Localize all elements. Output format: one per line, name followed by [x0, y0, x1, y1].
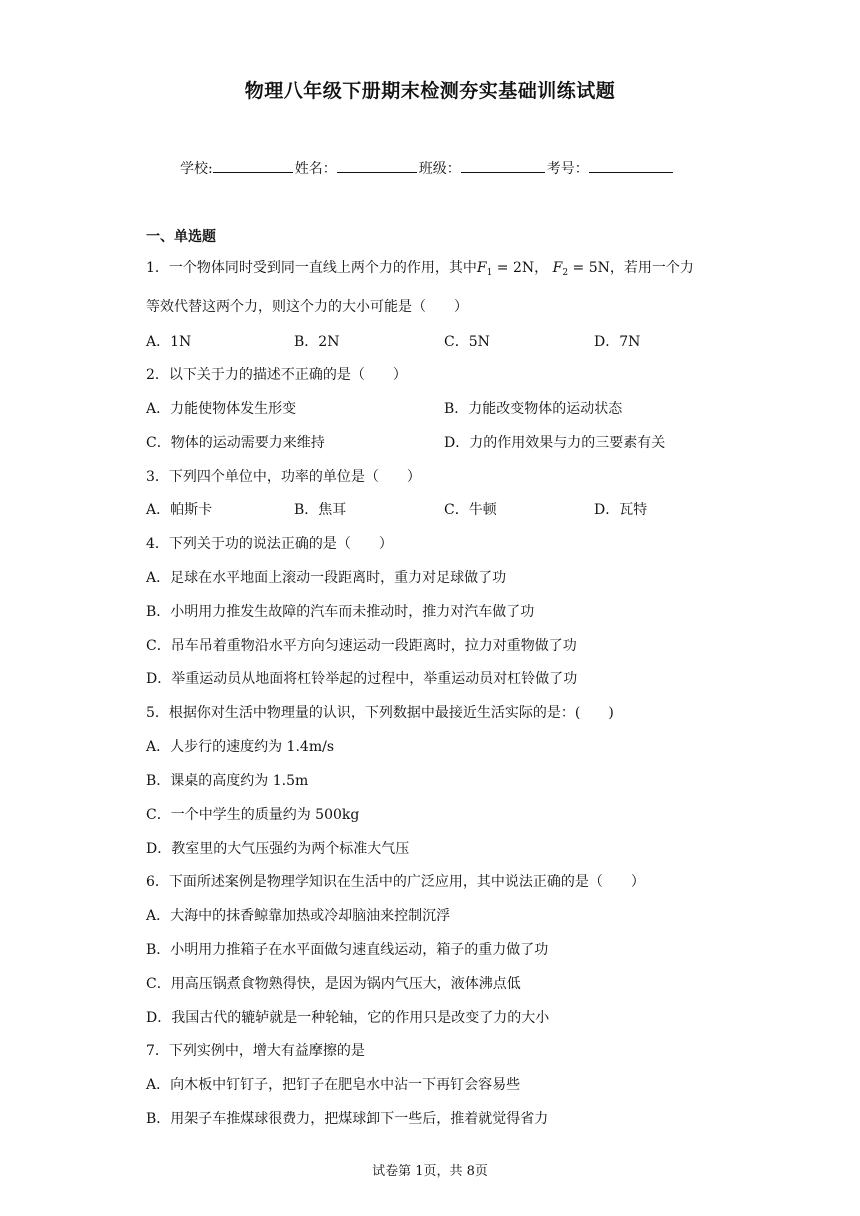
- f1-subscript: 1: [486, 268, 493, 278]
- q6-option-a[interactable]: A．大海中的抹香鲸靠加热或冷却脑油来控制沉浮: [146, 908, 451, 924]
- q5-option-d[interactable]: D．教室里的大气压强约为两个标准大气压: [146, 841, 410, 857]
- f1-symbol: F: [476, 260, 487, 276]
- school-blank[interactable]: [213, 158, 293, 173]
- f1-value: = 2N，: [492, 260, 549, 276]
- name-blank[interactable]: [337, 158, 417, 173]
- exam-no-blank[interactable]: [589, 158, 673, 173]
- exam-no-label: 考号：: [546, 161, 589, 177]
- class-label: 班级：: [418, 161, 461, 177]
- q7-option-b[interactable]: B．用架子车推煤球很费力，把煤球卸下一些后，推着就觉得省力: [146, 1111, 549, 1127]
- question-1-stem: [146, 258, 694, 283]
- question-6-stem: 6．下面所述案例是物理学知识在生活中的广泛应用，其中说法正确的是（ ）: [146, 874, 645, 890]
- q4-option-c[interactable]: C．吊车吊着重物沿水平方向匀速运动一段距离时，拉力对重物做了功: [146, 638, 577, 654]
- q4-option-b[interactable]: B．小明用力推发生故障的汽车而未推动时，推力对汽车做了功: [146, 604, 535, 620]
- q6-option-d[interactable]: D．我国古代的辘轳就是一种轮轴，它的作用只是改变了力的大小: [146, 1010, 550, 1026]
- f2-symbol: F: [552, 260, 563, 276]
- name-label: 姓名：: [294, 161, 337, 177]
- q4-option-d[interactable]: D．举重运动员从地面将杠铃举起的过程中，举重运动员对杠铃做了功: [146, 671, 578, 687]
- q3-option-a[interactable]: A．帕斯卡: [146, 502, 213, 518]
- q5-option-c[interactable]: C．一个中学生的质量约为 500kg: [146, 807, 360, 823]
- q7-option-a[interactable]: A．向木板中钉钉子，把钉子在肥皂水中沾一下再钉会容易些: [146, 1077, 521, 1093]
- f2-subscript: 2: [562, 268, 569, 278]
- q2-option-d[interactable]: D．力的作用效果与力的三要素有关: [444, 435, 666, 451]
- q1-option-b[interactable]: B．2N: [294, 334, 340, 350]
- q3-option-b[interactable]: B．焦耳: [294, 502, 347, 518]
- page-footer: 试卷第 1页，共 8页: [372, 1164, 488, 1179]
- q1-option-a[interactable]: A．1N: [146, 334, 192, 350]
- question-3-stem: 3．下列四个单位中，功率的单位是（ ）: [146, 469, 421, 485]
- q1-option-c[interactable]: C．5N: [444, 334, 490, 350]
- q4-option-a[interactable]: A．足球在水平地面上滚动一段距离时，重力对足球做了功: [146, 570, 507, 586]
- question-1-stem-line2: 等效代替这两个力，则这个力的大小可能是（ ）: [146, 299, 468, 315]
- q3-option-d[interactable]: D．瓦特: [594, 502, 648, 518]
- q5-option-b[interactable]: B．课桌的高度约为 1.5m: [146, 773, 309, 789]
- q2-option-b[interactable]: B．力能改变物体的运动状态: [444, 401, 623, 417]
- q3-option-c[interactable]: C．牛顿: [444, 502, 497, 518]
- section-heading: 一、单选题: [146, 229, 216, 245]
- question-4-stem: 4．下列关于功的说法正确的是（ ）: [146, 536, 393, 552]
- student-info-row: [180, 158, 675, 178]
- question-7-stem: 7．下列实例中，增大有益摩擦的是: [146, 1043, 365, 1059]
- f2-value: = 5N，若用一个力: [568, 260, 694, 276]
- page-title: 物理八年级下册期末检测夯实基础训练试题: [244, 80, 616, 102]
- q2-option-a[interactable]: A．力能使物体发生形变: [146, 401, 297, 417]
- q1-option-d[interactable]: D．7N: [594, 334, 641, 350]
- q1-text: 1．一个物体同时受到同一直线上两个力的作用，其中: [146, 260, 477, 276]
- q6-option-c[interactable]: C．用高压锅煮食物熟得快，是因为锅内气压大，液体沸点低: [146, 976, 521, 992]
- q2-option-c[interactable]: C．物体的运动需要力来维持: [146, 435, 325, 451]
- school-label: 学校:: [180, 161, 213, 177]
- question-2-stem: 2．以下关于力的描述不正确的是（ ）: [146, 367, 407, 383]
- q5-option-a[interactable]: A．人步行的速度约为 1.4m/s: [146, 739, 335, 755]
- q6-option-b[interactable]: B．小明用力推箱子在水平面做匀速直线运动，箱子的重力做了功: [146, 942, 549, 958]
- question-5-stem: 5．根据你对生活中物理量的认识，下列数据中最接近生活实际的是：( ): [146, 705, 614, 721]
- class-blank[interactable]: [461, 158, 545, 173]
